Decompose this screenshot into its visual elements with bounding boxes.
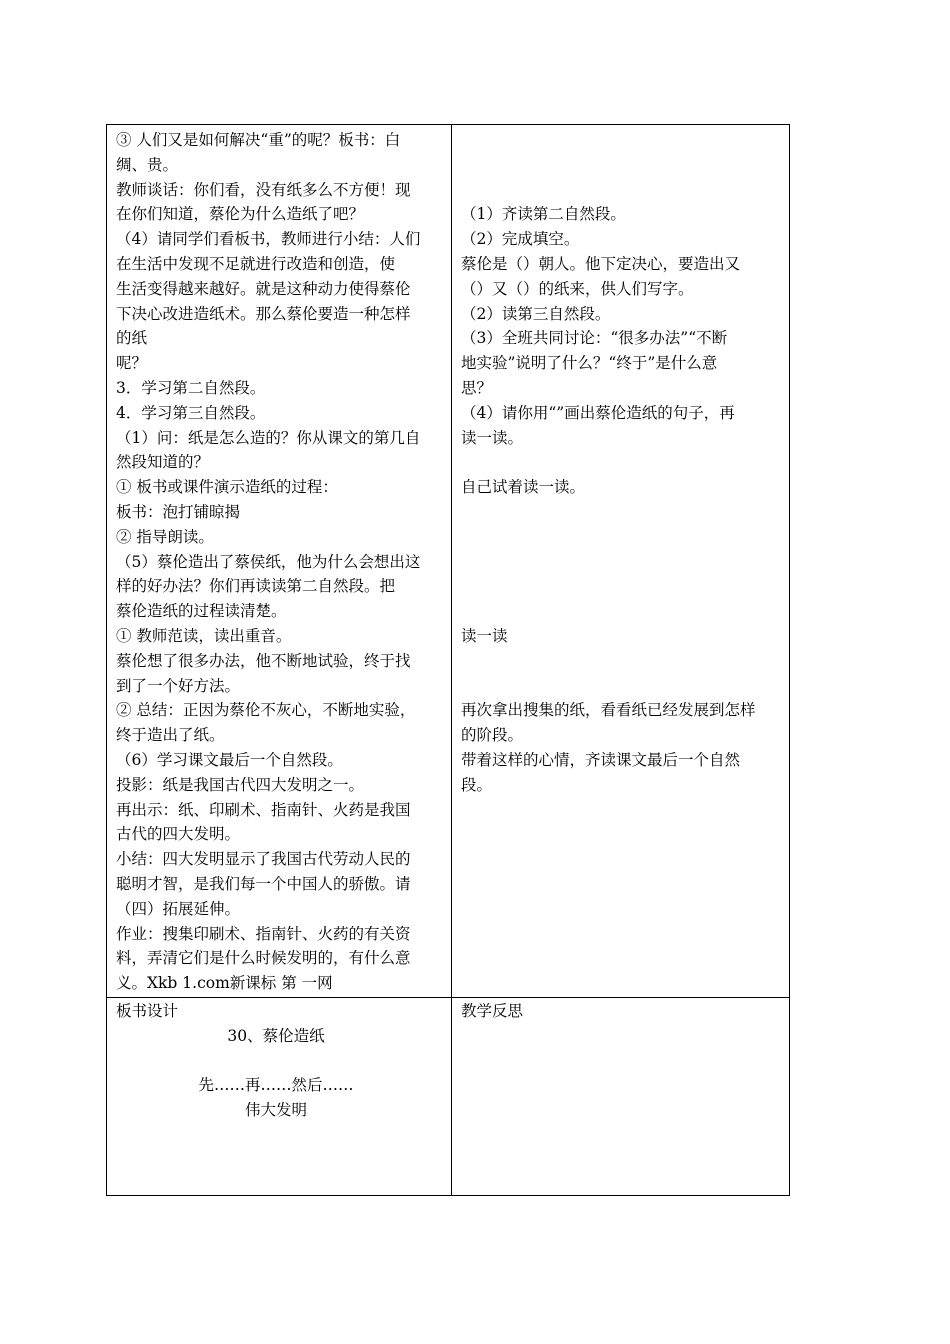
text-line: 蔡伦想了很多办法，他不断地试验，终于找	[116, 651, 411, 670]
board-sequence: 先……再……然后……	[198, 1076, 354, 1095]
text-line: 地实验”说明了什么？“终于”是什么意	[461, 354, 718, 373]
text-line: 在你们知道，蔡伦为什么造纸了吧？	[116, 205, 365, 224]
text-line: 绸、贵。	[116, 155, 179, 174]
board-design-heading: 板书设计	[116, 1002, 179, 1020]
text-line: （3）全班共同讨论：“很多办法”“不断	[461, 329, 728, 348]
text-line: 的阶段。	[461, 726, 524, 745]
text-line: ① 板书或课件演示造纸的过程：	[116, 478, 338, 497]
text-line: 聪明才智，是我们每一个中国人的骄傲。请	[116, 874, 411, 893]
column-divider	[451, 125, 452, 1195]
text-line: 的纸	[116, 329, 148, 348]
text-line: 义。Xkb 1.com新课标 第 一网	[116, 974, 333, 993]
text-line: 然段知道的？	[116, 453, 210, 472]
text-line: 终于造出了纸。	[116, 726, 225, 745]
board-conclusion: 伟大发明	[244, 1101, 307, 1120]
text-line: ② 总结：正因为蔡伦不灰心，不断地实验，	[116, 701, 416, 720]
board-design-cell	[116, 999, 448, 1123]
text-line: 生活变得越来越好。就是这种动力使得蔡伦	[116, 279, 411, 298]
text-line: 教师谈话：你们看，没有纸多么不方便！现	[116, 180, 411, 199]
student-activity-cell	[461, 128, 787, 798]
text-line: （4）请同学们看板书，教师进行小结：人们	[116, 230, 421, 249]
text-line: 3．学习第二自然段。	[116, 378, 266, 397]
text-line: （1）问：纸是怎么造的？你从课文的第几自	[116, 428, 421, 447]
text-line: 自己试着读一读。	[461, 478, 586, 497]
text-line: （6）学习课文最后一个自然段。	[116, 750, 343, 769]
reflection-heading: 教学反思	[461, 1002, 524, 1020]
text-line: 古代的四大发明。	[116, 825, 241, 844]
text-line: 段。	[461, 775, 493, 794]
text-line: （5）蔡伦造出了蔡侯纸，他为什么会想出这	[116, 552, 421, 571]
board-title: 30、蔡伦造纸	[227, 1026, 325, 1045]
text-line: 作业：搜集印刷术、指南针、火药的有关资	[116, 924, 411, 943]
text-line: 下决心改进造纸术。那么蔡伦要造一种怎样	[116, 304, 411, 323]
text-line: ① 教师范读，读出重音。	[116, 626, 292, 645]
text-line: ③ 人们又是如何解决“重”的呢？板书：白	[116, 131, 401, 149]
text-line: （）又（）的纸来，供人们写字。	[461, 279, 694, 298]
text-line: 小结：四大发明显示了我国古代劳动人民的	[116, 850, 411, 869]
text-line: 蔡伦是（）朝人。他下定决心，要造出又	[461, 254, 741, 273]
text-line: 读一读。	[461, 428, 524, 447]
text-line: 呢？	[116, 354, 148, 373]
text-line: 读一读	[461, 626, 508, 645]
row-divider	[107, 997, 789, 998]
text-line: 到了一个好方法。	[116, 676, 241, 695]
text-line: 再出示：纸、印刷术、指南针、火药是我国	[116, 800, 411, 819]
text-line: （2）读第三自然段。	[461, 304, 611, 323]
text-line: 在生活中发现不足就进行改造和创造，使	[116, 254, 396, 273]
text-line: 板书：泡打铺晾揭	[116, 502, 241, 521]
text-line: 样的好办法？你们再读读第二自然段。把	[116, 577, 396, 596]
text-line: 思？	[461, 378, 493, 397]
text-line: （四）拓展延伸。	[116, 899, 241, 918]
text-line: （2）完成填空。	[461, 230, 580, 249]
reflection-cell	[461, 999, 787, 1024]
text-line: 带着这样的心情，齐读课文最后一个自然	[461, 750, 741, 769]
text-line: ② 指导朗读。	[116, 527, 214, 546]
text-line: （1）齐读第二自然段。	[461, 205, 626, 224]
text-line: 料，弄清它们是什么时候发明的，有什么意	[116, 949, 411, 968]
lesson-table	[106, 124, 790, 1196]
teacher-activity-cell	[116, 128, 448, 996]
text-line: 蔡伦造纸的过程读清楚。	[116, 602, 287, 621]
text-line: 再次拿出搜集的纸，看看纸已经发展到怎样	[461, 701, 756, 720]
text-line: 投影：纸是我国古代四大发明之一。	[116, 775, 365, 794]
text-line: 4．学习第三自然段。	[116, 403, 266, 422]
text-line: （4）请你用“”画出蔡伦造纸的句子，再	[461, 403, 735, 422]
